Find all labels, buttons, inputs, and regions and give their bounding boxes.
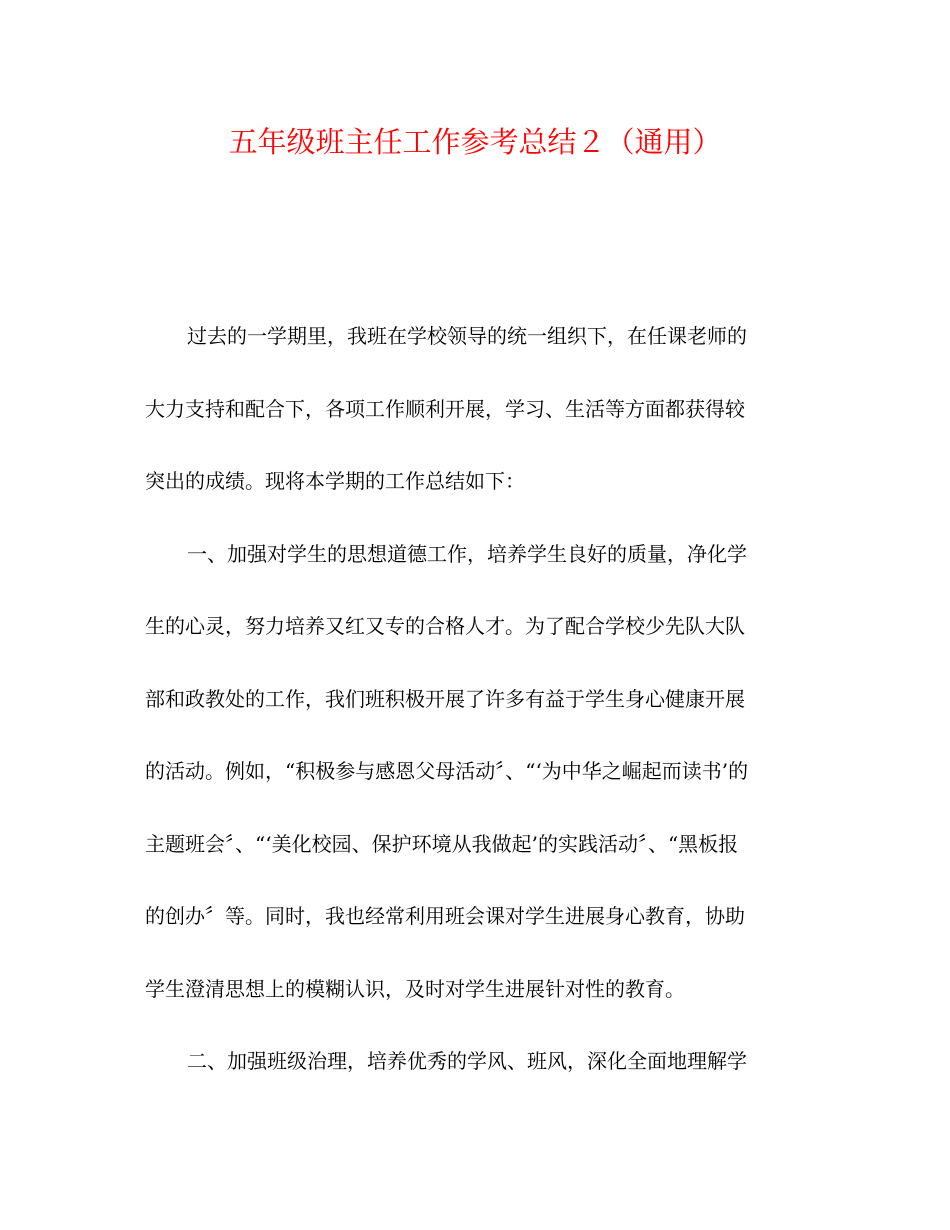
paragraph-1-line-1: 过去的一学期里，我班在学校领导的统一组织下，在任课老师的 [187,324,747,348]
paragraph-2-line-4: 的活动。例如，“积极参与感恩父母活动〞、“‘为中华之崛起而读书’的 [145,759,749,783]
document-body [145,318,805,1116]
paragraph-2-line-7: 学生澄清思想上的模糊认识，及时对学生进展针对性的教育。 [145,976,685,1001]
paragraph-2-line-1: 一、加强对学生的思想道德工作，培养学生良好的质量，净化学 [187,541,747,566]
paragraph-2-line-6: 的创办〞等。同时，我也经常利用班会课对学生进展身心教育，协助 [145,904,745,928]
paragraph-1-line-3: 突出的成绩。现将本学期的工作总结如下： [145,469,525,493]
paragraph-1-line-2: 大力支持和配合下，各项工作顺利开展，学习、生活等方面都获得较 [145,396,745,421]
paragraph-2-line-2: 生的心灵，努力培养又红又专的合格人才。为了配合学校少先队大队 [145,614,745,638]
document-title: 五年级班主任工作参考总结２（通用） [228,125,722,159]
paragraph-3-line-1: 二、加强班级治理，培养优秀的学风、班风，深化全面地理解学 [187,1049,747,1073]
paragraph-2-line-5: 主题班会〞、“‘美化校园、保护环境从我做起’的实践活动〞、“黑板报 [145,831,739,856]
paragraph-2-line-3: 部和政教处的工作，我们班积极开展了许多有益于学生身心健康开展 [145,686,745,711]
